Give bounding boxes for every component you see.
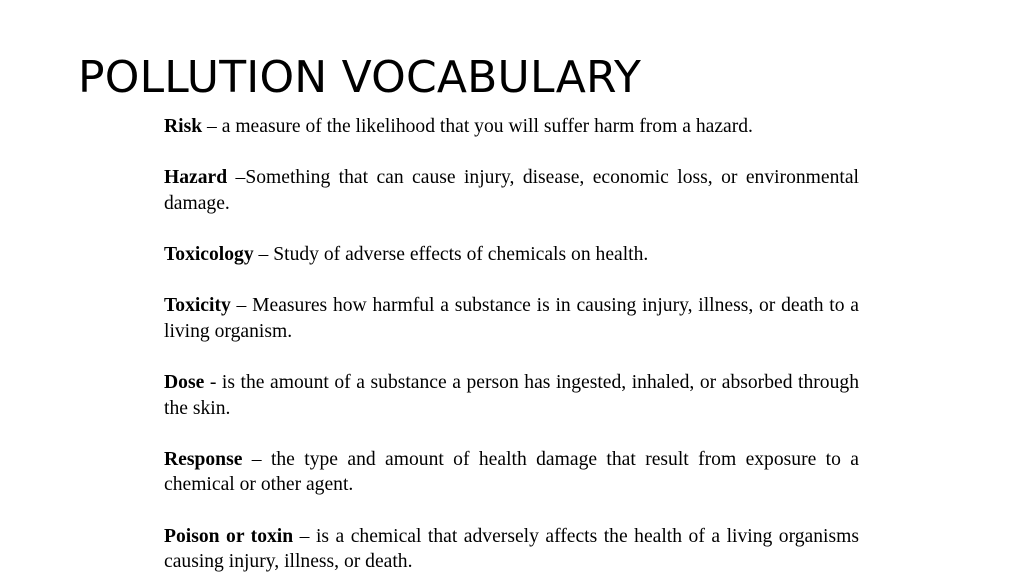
vocab-definition: - is the amount of a substance a person has ingested, inhaled, or absorbed through the skin. — [164, 371, 859, 419]
vocabulary-list — [164, 114, 859, 575]
vocab-term: Poison or toxin — [164, 525, 294, 547]
vocab-entry-toxicology — [164, 242, 859, 268]
vocab-entry-hazard — [164, 165, 859, 216]
vocab-entry-poison-or-toxin — [164, 524, 859, 575]
vocab-term: Risk — [164, 116, 203, 137]
vocab-term: Response — [164, 448, 243, 470]
slide-title: POLLUTION VOCABULARY — [78, 52, 642, 103]
vocab-definition: – a measure of the likelihood that you will suffer harm from a hazard. — [202, 116, 753, 137]
vocab-entry-response — [164, 447, 859, 498]
vocab-definition: – is a chemical that adversely affects the health of a living organisms causing injury, illness, or death. — [164, 525, 859, 573]
vocab-entry-risk — [164, 114, 859, 140]
vocab-definition: – Measures how harmful a substance is in causing injury, illness, or death to a living organism. — [164, 295, 859, 342]
vocab-entry-toxicity — [164, 293, 859, 344]
vocab-definition: – Study of adverse effects of chemicals on health. — [253, 243, 649, 265]
vocab-term: Toxicity — [164, 295, 231, 317]
vocab-term: Toxicology — [164, 243, 254, 265]
vocab-definition: – the type and amount of health damage that result from exposure to a chemical or other agent. — [164, 448, 859, 496]
vocab-term: Hazard — [164, 167, 228, 189]
vocab-definition: –Something that can cause injury, disease, economic loss, or environmental damage. — [164, 167, 859, 214]
vocab-entry-dose — [164, 370, 859, 421]
vocab-term: Dose — [164, 371, 205, 393]
